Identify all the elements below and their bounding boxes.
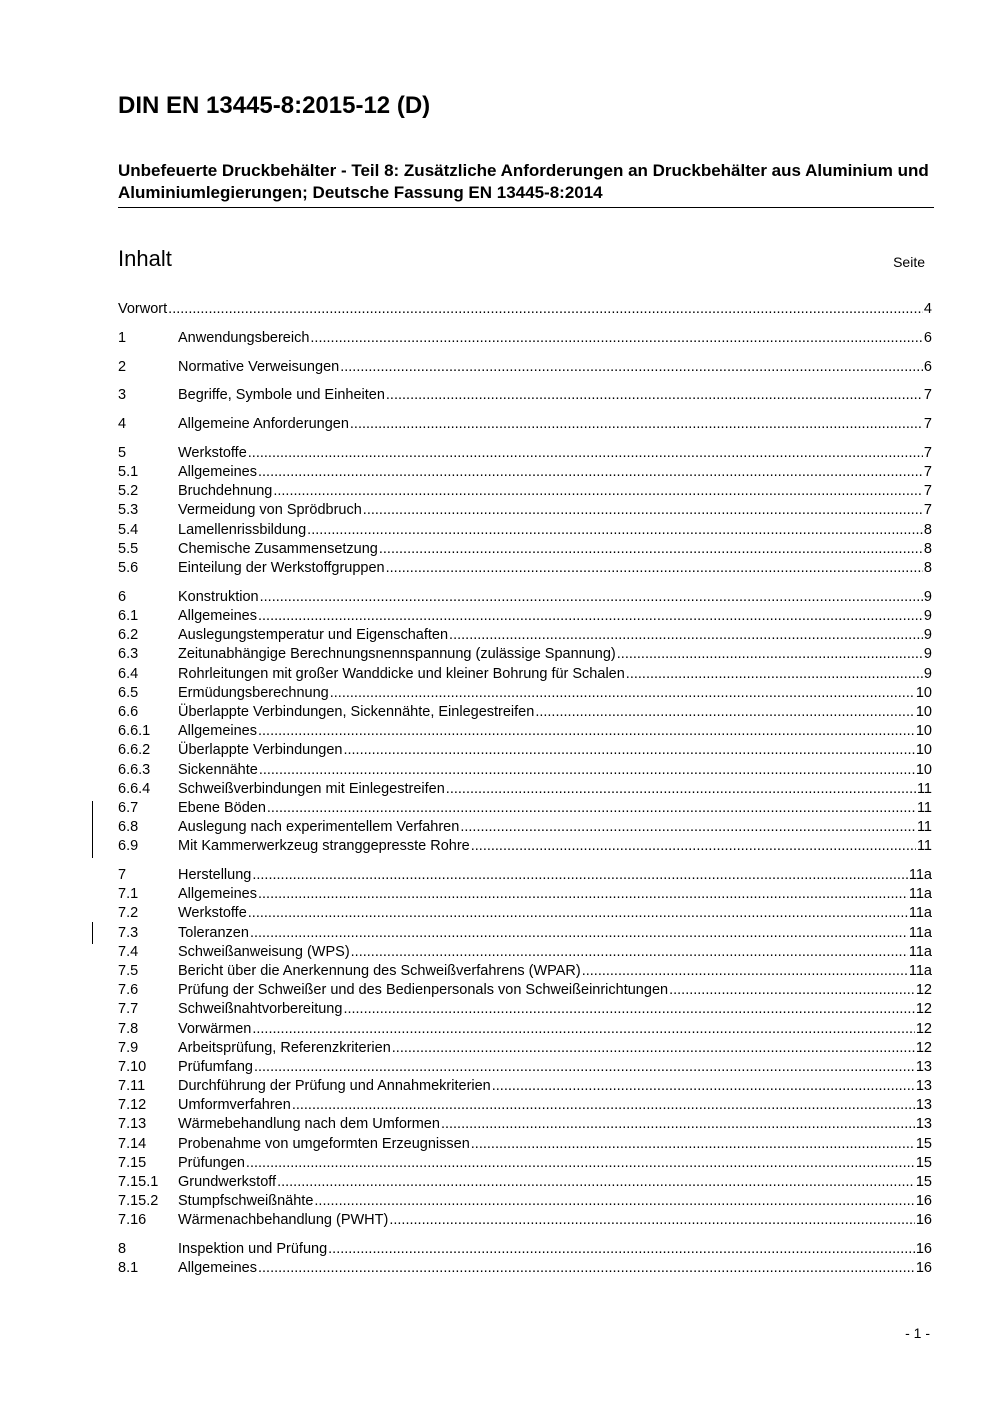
toc-leader-dots xyxy=(386,387,923,403)
toc-entry[interactable] xyxy=(118,1174,932,1193)
toc-entry-title: Herstellung xyxy=(178,867,252,884)
toc-entry-number: 5.2 xyxy=(118,483,139,500)
toc-entry-title: Arbeitsprüfung, Referenzkriterien xyxy=(178,1039,391,1056)
toc-entry[interactable] xyxy=(118,1040,932,1059)
toc-leader-dots xyxy=(246,1155,915,1171)
toc-entry[interactable] xyxy=(118,1021,932,1040)
toc-entry-title: Bericht über die Anerkennung des Schweißverfahrens (WPAR) xyxy=(178,962,581,979)
toc-entry-title: Allgemeines xyxy=(178,608,257,624)
toc-leader-dots xyxy=(343,742,914,758)
toc-leader-dots xyxy=(254,1059,915,1075)
toc-leader-dots xyxy=(328,1241,915,1257)
toc-leader-dots xyxy=(168,301,923,317)
toc-entry-page: 9 xyxy=(923,588,932,605)
toc-entry-title: Toleranzen xyxy=(178,924,249,941)
toc-entry-page: 11 xyxy=(916,780,932,797)
toc-entry-title: Durchführung der Prüfung und Annahmekriterien xyxy=(178,1078,491,1095)
toc-leader-dots xyxy=(449,627,923,643)
toc-leader-dots xyxy=(350,416,923,432)
toc-entry-number: 7.16 xyxy=(118,1212,147,1229)
toc-entry-title: Prüfungen xyxy=(178,1154,245,1171)
toc-entry-title: Ebene Böden xyxy=(178,799,266,816)
toc-entry-page: 12 xyxy=(915,1001,932,1018)
toc-entry-title: Umformverfahren xyxy=(178,1097,291,1114)
toc-entry-title: Allgemeine Anforderungen xyxy=(178,416,349,433)
toc-entry-page: 7 xyxy=(923,416,932,433)
toc-leader-dots xyxy=(273,483,923,499)
toc-leader-dots xyxy=(471,838,916,854)
toc-entry-number: 1 xyxy=(118,329,127,346)
toc-leader-dots xyxy=(535,704,915,720)
toc-entry[interactable] xyxy=(118,483,932,502)
toc-entry-number: 7.9 xyxy=(118,1039,139,1056)
toc-entry-number: 5.1 xyxy=(118,464,139,481)
toc-entry-title: Begriffe, Symbole und Einheiten xyxy=(178,387,385,404)
document-subtitle: Unbefeuerte Druckbehälter - Teil 8: Zusätzliche Anforderungen an Druckbehälter aus Aluminium und Aluminiumlegierungen; Deutsche Fassung EN 13445-8:2014 xyxy=(118,161,929,202)
toc-entry-number: 7.5 xyxy=(118,962,139,979)
toc-leader-dots xyxy=(389,1212,915,1228)
toc-leader-dots xyxy=(258,464,923,480)
toc-leader-dots xyxy=(460,819,916,835)
toc-entry[interactable] xyxy=(118,387,932,406)
toc-entry[interactable] xyxy=(118,685,932,704)
toc-entry-title: Ermüdungsberechnung xyxy=(178,684,329,701)
toc-leader-dots xyxy=(471,1136,915,1152)
toc-entry[interactable] xyxy=(118,464,932,483)
toc-entry-title: Vorwärmen xyxy=(178,1020,252,1037)
toc-entry[interactable] xyxy=(118,1136,932,1155)
toc-leader-dots xyxy=(392,1040,915,1056)
toc-entry-number: 6.8 xyxy=(118,819,139,836)
toc-leader-dots xyxy=(307,522,923,538)
toc-entry[interactable] xyxy=(118,762,932,781)
toc-leader-dots xyxy=(258,1260,915,1276)
toc-entry-number: 2 xyxy=(118,358,127,375)
toc-entry-title: Schweißanweisung (WPS) xyxy=(178,943,350,960)
toc-entry-number: 4 xyxy=(118,416,127,433)
toc-entry[interactable] xyxy=(118,1155,932,1174)
toc-entry-page: 11a xyxy=(908,943,932,960)
toc-entry-page: 4 xyxy=(923,301,932,317)
toc-entry[interactable] xyxy=(118,541,932,560)
toc-entry-number: 8.1 xyxy=(118,1260,139,1277)
toc-entry-number: 7.6 xyxy=(118,982,139,999)
toc-entry-page: 11 xyxy=(916,838,932,855)
toc-entry-number: 7.13 xyxy=(118,1116,147,1133)
toc-entry-title: Werkstoffe xyxy=(178,444,247,461)
toc-leader-dots xyxy=(259,762,915,778)
toc-entry[interactable] xyxy=(118,704,932,723)
toc-leader-dots xyxy=(363,502,923,518)
toc-entry-title: Lamellenrissbildung xyxy=(178,521,307,538)
toc-entry-number: 5.4 xyxy=(118,521,139,538)
toc-entry-page: 12 xyxy=(915,1039,932,1056)
toc-entry-title: Überlappte Verbindungen xyxy=(178,742,343,759)
page-number: - 1 - xyxy=(905,1325,930,1341)
toc-entry-page: 11a xyxy=(908,867,932,884)
toc-entry-title: Konstruktion xyxy=(178,588,259,605)
toc-entry[interactable] xyxy=(118,445,932,464)
toc-entry[interactable] xyxy=(118,886,932,905)
toc-entry-page: 11a xyxy=(908,905,932,922)
toc-leader-dots xyxy=(260,589,923,605)
toc-entry[interactable] xyxy=(118,944,932,963)
document-title: DIN EN 13445-8:2015-12 (D) xyxy=(118,92,431,119)
toc-entry[interactable] xyxy=(118,800,932,819)
toc-entry-title: Sickennähte xyxy=(178,761,258,778)
toc-entry[interactable] xyxy=(118,867,932,886)
toc-entry-title: Bruchdehnung xyxy=(178,483,273,500)
toc-entry-number: 3 xyxy=(118,387,127,404)
change-bar xyxy=(92,922,93,944)
toc-leader-dots xyxy=(267,800,916,816)
toc-entry[interactable] xyxy=(118,627,932,646)
toc-entry-number: 5.6 xyxy=(118,560,139,577)
toc-entry-number: 7.10 xyxy=(118,1058,147,1075)
toc-entry[interactable] xyxy=(118,301,932,320)
toc-entry-page: 13 xyxy=(915,1116,932,1133)
toc-entry-page: 13 xyxy=(915,1078,932,1095)
toc-entry-page: 11 xyxy=(916,799,932,816)
toc-entry[interactable] xyxy=(118,1097,932,1116)
toc-leader-dots xyxy=(343,1001,914,1017)
toc-entry-number: 6.6.4 xyxy=(118,780,151,797)
toc-entry-number: 7.11 xyxy=(118,1078,146,1095)
toc-entry-title: Auslegungstemperatur und Eigenschaften xyxy=(178,627,449,644)
toc-heading: Inhalt xyxy=(118,246,172,271)
toc-leader-dots xyxy=(386,560,923,576)
toc-entry-number: 7.2 xyxy=(118,905,139,922)
toc-leader-dots xyxy=(582,963,908,979)
toc-entry-title: Allgemeines xyxy=(178,464,257,481)
toc-leader-dots xyxy=(441,1116,915,1132)
toc-entry-number: 7.3 xyxy=(118,924,139,941)
toc-entry-page: 8 xyxy=(923,560,932,577)
toc-entry-number: 6.7 xyxy=(118,799,139,816)
toc-page-column-label: Seite xyxy=(893,254,925,270)
toc-entry[interactable] xyxy=(118,522,932,541)
toc-entry-title: Vermeidung von Sprödbruch xyxy=(178,502,362,519)
toc-entry-page: 9 xyxy=(923,627,932,644)
toc-entry[interactable] xyxy=(118,666,932,685)
toc-entry[interactable] xyxy=(118,905,932,924)
toc-entry-number: 7.8 xyxy=(118,1020,139,1037)
toc-entry[interactable] xyxy=(118,963,932,982)
toc-entry-page: 13 xyxy=(915,1058,932,1075)
toc-entry-title: Inspektion und Prüfung xyxy=(178,1241,328,1258)
toc-entry-title: Prüfung der Schweißer und des Bedienpersonals von Schweißeinrichtungen xyxy=(178,982,669,999)
toc-entry-page: 9 xyxy=(923,608,932,624)
toc-entry-number: 6.6.3 xyxy=(118,761,151,778)
toc-entry-page: 12 xyxy=(915,982,932,999)
toc-entry-page: 9 xyxy=(923,646,932,663)
toc-entry[interactable] xyxy=(118,723,932,742)
toc-entry-title: Allgemeines xyxy=(178,886,257,903)
toc-entry-page: 9 xyxy=(923,665,932,682)
toc-leader-dots xyxy=(292,1097,915,1113)
toc-entry[interactable] xyxy=(118,1078,932,1097)
toc-entry-page: 8 xyxy=(923,540,932,557)
toc-leader-dots xyxy=(248,905,908,921)
toc-entry-page: 10 xyxy=(915,742,932,759)
toc-leader-dots xyxy=(330,685,915,701)
toc-entry[interactable] xyxy=(118,838,932,857)
toc-leader-dots xyxy=(277,1174,915,1190)
toc-entry-page: 16 xyxy=(915,1193,932,1210)
toc-entry-page: 7 xyxy=(923,502,932,519)
toc-entry-title: Auslegung nach experimentellem Verfahren xyxy=(178,819,460,836)
toc-entry-page: 13 xyxy=(915,1097,932,1114)
toc-entry-page: 7 xyxy=(923,464,932,481)
toc-entry-page: 10 xyxy=(915,761,932,778)
toc-entry-title: Wärmenachbehandlung (PWHT) xyxy=(178,1212,389,1229)
toc-entry-page: 15 xyxy=(915,1154,932,1171)
toc-entry-title: Stumpfschweißnähte xyxy=(178,1193,314,1210)
toc-entry[interactable] xyxy=(118,1116,932,1135)
toc-leader-dots xyxy=(351,944,908,960)
toc-entry-page: 7 xyxy=(923,483,932,500)
toc-leader-dots xyxy=(252,1021,915,1037)
toc-leader-dots xyxy=(340,359,923,375)
toc-entry[interactable] xyxy=(118,781,932,800)
subtitle-divider xyxy=(118,207,934,208)
toc-entry-title: Schweißnahtvorbereitung xyxy=(178,1001,343,1018)
toc-entry[interactable] xyxy=(118,560,932,579)
toc-entry[interactable] xyxy=(118,1241,932,1260)
toc-entry-number: 5 xyxy=(118,444,127,461)
toc-entry-number: 7.15.1 xyxy=(118,1174,159,1191)
toc-entry-number: 8 xyxy=(118,1241,127,1258)
toc-entry-title: Mit Kammerwerkzeug stranggepresste Rohre xyxy=(178,838,470,855)
toc-entry-page: 11a xyxy=(908,924,932,941)
toc-leader-dots xyxy=(314,1193,914,1209)
toc-entry[interactable] xyxy=(118,608,932,627)
toc-entry[interactable] xyxy=(118,416,932,435)
toc-entry-page: 8 xyxy=(923,521,932,538)
toc-entry-page: 11a xyxy=(908,886,932,903)
toc-entry-title: Überlappte Verbindungen, Sickennähte, Einlegestreifen xyxy=(178,703,535,720)
toc-entry-page: 16 xyxy=(915,1241,932,1258)
toc-entry-number: 7.14 xyxy=(118,1135,147,1152)
toc-entry[interactable] xyxy=(118,742,932,761)
toc-leader-dots xyxy=(446,781,916,797)
toc-entry-number: 6.6 xyxy=(118,703,139,720)
toc-entry-page: 6 xyxy=(923,358,932,375)
toc-entry-title: Grundwerkstoff xyxy=(178,1174,277,1191)
toc-leader-dots xyxy=(669,982,915,998)
toc-entry-title: Wärmebehandlung nach dem Umformen xyxy=(178,1116,440,1133)
toc-entry-number: 6 xyxy=(118,588,127,605)
toc-entry-title: Zeitunabhängige Berechnungsnennspannung (zulässige Spannung) xyxy=(178,646,616,663)
toc-entry-page: 7 xyxy=(923,387,932,404)
toc-entry-title: Chemische Zusammensetzung xyxy=(178,540,378,557)
toc-entry[interactable] xyxy=(118,359,932,378)
toc-entry-number: 7.12 xyxy=(118,1097,147,1114)
toc-leader-dots xyxy=(252,867,908,883)
toc-entry[interactable] xyxy=(118,1059,932,1078)
toc-entry-page: 15 xyxy=(915,1174,932,1191)
toc-entry-title: Allgemeines xyxy=(178,723,257,740)
toc-entry-number: 6.6.2 xyxy=(118,742,151,759)
toc-entry-number: 6.6.1 xyxy=(118,723,151,740)
toc-leader-dots xyxy=(617,646,923,662)
toc-entry-title: Schweißverbindungen mit Einlegestreifen xyxy=(178,780,445,797)
toc-entry-number: 5.3 xyxy=(118,502,139,519)
toc-leader-dots xyxy=(310,330,923,346)
toc-leader-dots xyxy=(258,723,915,739)
toc-leader-dots xyxy=(492,1078,915,1094)
toc-entry-title: Probenahme von umgeformten Erzeugnissen xyxy=(178,1135,470,1152)
toc-entry-title: Normative Verweisungen xyxy=(178,358,340,375)
toc-entry-number: 6.1 xyxy=(118,608,139,624)
toc-entry-number: 7.15.2 xyxy=(118,1193,159,1210)
toc-entry-title: Prüfumfang xyxy=(178,1058,253,1075)
toc-leader-dots xyxy=(626,666,923,682)
toc-entry-number: 6.9 xyxy=(118,838,139,855)
table-of-contents xyxy=(118,301,932,1280)
toc-entry[interactable] xyxy=(118,330,932,349)
toc-entry-page: 6 xyxy=(923,329,932,346)
toc-entry-number: 7.15 xyxy=(118,1154,147,1171)
toc-entry-page: 7 xyxy=(923,444,932,461)
toc-leader-dots xyxy=(250,925,908,941)
toc-entry-page: 10 xyxy=(915,723,932,740)
change-bar xyxy=(92,801,93,858)
toc-entry[interactable] xyxy=(118,1212,932,1231)
toc-entry-number: 7 xyxy=(118,867,127,884)
toc-entry[interactable] xyxy=(118,1001,932,1020)
toc-entry-page: 11 xyxy=(916,819,932,836)
toc-entry[interactable] xyxy=(118,925,932,944)
toc-entry-number: 7.1 xyxy=(118,886,139,903)
toc-leader-dots xyxy=(258,608,923,624)
toc-entry-number: 7.7 xyxy=(118,1001,139,1018)
toc-leader-dots xyxy=(379,541,923,557)
toc-entry[interactable] xyxy=(118,646,932,665)
toc-entry-title: Werkstoffe xyxy=(178,905,247,922)
toc-entry-number: 7.4 xyxy=(118,943,139,960)
toc-entry-page: 16 xyxy=(915,1260,932,1277)
toc-entry[interactable] xyxy=(118,982,932,1001)
toc-entry[interactable] xyxy=(118,1193,932,1212)
toc-entry-number: 5.5 xyxy=(118,540,139,557)
toc-entry-page: 12 xyxy=(915,1020,932,1037)
toc-entry-number: 6.2 xyxy=(118,627,139,644)
toc-entry-page: 15 xyxy=(915,1135,932,1152)
toc-entry[interactable] xyxy=(118,1260,932,1279)
toc-entry-page: 10 xyxy=(915,703,932,720)
toc-entry[interactable] xyxy=(118,819,932,838)
toc-entry-number: 6.4 xyxy=(118,665,139,682)
toc-entry-title: Allgemeines xyxy=(178,1260,257,1277)
toc-entry-title: Vorwort xyxy=(118,301,168,317)
toc-entry-page: 11a xyxy=(908,962,932,979)
toc-entry-title: Anwendungsbereich xyxy=(178,329,310,346)
toc-entry-title: Einteilung der Werkstoffgruppen xyxy=(178,560,385,577)
toc-entry[interactable] xyxy=(118,502,932,521)
toc-entry[interactable] xyxy=(118,589,932,608)
toc-entry-page: 10 xyxy=(915,684,932,701)
toc-leader-dots xyxy=(248,445,923,461)
toc-entry-number: 6.3 xyxy=(118,646,139,663)
toc-leader-dots xyxy=(258,886,908,902)
toc-entry-page: 16 xyxy=(915,1212,932,1229)
toc-entry-title: Rohrleitungen mit großer Wanddicke und kleiner Bohrung für Schalen xyxy=(178,665,625,682)
toc-entry-number: 6.5 xyxy=(118,684,139,701)
